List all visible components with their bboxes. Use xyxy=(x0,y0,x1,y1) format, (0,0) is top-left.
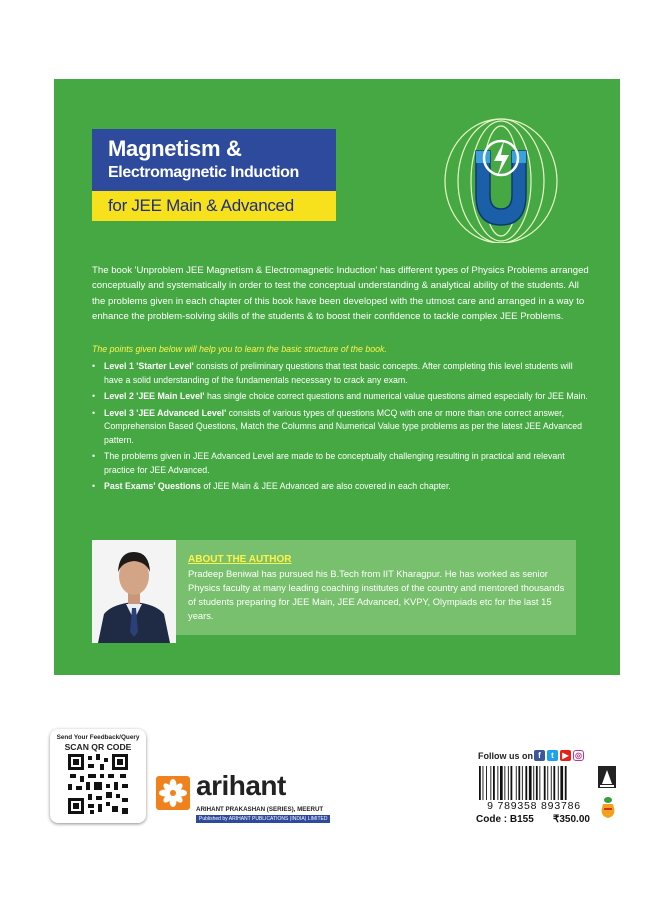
bullet-icon: • xyxy=(92,481,96,491)
publisher-brand xyxy=(156,770,346,827)
list-item xyxy=(92,390,592,404)
list-item xyxy=(92,407,592,448)
follow-us-label: Follow us on xyxy=(478,751,533,761)
publisher-tagline: ARIHANT PRAKASHAN (SERIES), MEERUT xyxy=(196,806,324,813)
point-bold: Level 1 'Starter Level' xyxy=(104,361,194,371)
instagram-icon[interactable]: ◎ xyxy=(573,750,584,761)
subtitle-banner xyxy=(92,191,336,221)
bullet-icon: • xyxy=(92,361,96,371)
about-author-box xyxy=(92,540,576,635)
list-item xyxy=(92,450,592,477)
point-bold: Level 3 'JEE Advanced Level' xyxy=(104,407,227,418)
magnet-logo-icon xyxy=(436,103,566,243)
list-item xyxy=(92,480,592,494)
qr-caption-line2: SCAN QR CODE xyxy=(64,742,132,752)
arihant-emblem-icon xyxy=(598,766,616,788)
point-text: consists of preliminary questions that test basic concepts. After completing this level students will have a solid understanding of the fundamentals necessary to crack any exam. xyxy=(104,361,573,385)
point-bold: Level 2 'JEE Main Level' xyxy=(104,391,205,401)
book-title-line2: Electromagnetic Induction xyxy=(108,164,299,181)
facebook-icon[interactable]: f xyxy=(534,750,545,761)
author-heading: ABOUT THE AUTHOR xyxy=(188,554,292,565)
points-intro: The points given below will help you to learn the basic structure of the book. xyxy=(92,344,387,354)
youtube-icon[interactable]: ▶ xyxy=(560,750,571,761)
twitter-icon[interactable]: t xyxy=(547,750,558,761)
author-photo xyxy=(92,540,176,643)
point-text: consists of various types of questions MCQ with one or more than one correct answer, Comprehension Based Questions, Match the Columns and Numerical Value type problems as per the latest JEE Advanced pattern. xyxy=(104,407,583,445)
isbn-number: 9 789358 893786 xyxy=(478,800,590,812)
book-title-line1: Magnetism & xyxy=(108,136,242,161)
bullet-icon: • xyxy=(92,407,96,418)
point-bold: Past Exams' Questions xyxy=(104,481,201,491)
author-bio: Pradeep Beniwal has pursued his B.Tech from IIT Kharagpur. He has worked as senior Physics faculty at many leading coaching institutes of the country and mentored thousands of students preparing for JEE Main, JEE Advanced, KVPY, Olympiads etc for the last 15 years. xyxy=(188,568,565,621)
point-text: The problems given in JEE Advanced Level are made to be conceptually challenging resulting in practical and relevant practice for JEE Advanced. xyxy=(104,451,565,475)
arihant-flower-icon xyxy=(156,776,190,810)
qr-code-icon[interactable] xyxy=(68,754,128,814)
list-item xyxy=(92,360,592,387)
book-description: The book 'Unproblem JEE Magnetism & Electromagnetic Induction' has different types of Physics Problems arranged conceptually and systematically in order to test the conceptual understanding & analytical ability of the students. All the problems given in each chapter of this book have been developed with the utmost care and arranged in a way to enhance the problem-solving skills of the students & to boost their confidence to tackle complex JEE Problems. xyxy=(92,265,589,322)
bullet-icon: • xyxy=(92,391,96,401)
feedback-qr-card[interactable] xyxy=(50,729,146,823)
barcode-bars xyxy=(476,766,592,800)
structure-points-list xyxy=(92,360,592,497)
point-text: of JEE Main & JEE Advanced are also covered in each chapter. xyxy=(200,481,451,491)
bullet-icon: • xyxy=(92,451,96,461)
back-cover-panel xyxy=(54,79,620,675)
kalash-icon xyxy=(600,796,616,820)
title-banner xyxy=(92,129,336,191)
book-code: Code : B155 xyxy=(476,814,534,825)
published-by: Published by ARIHANT PUBLICATIONS (INDIA) LIMITED xyxy=(196,815,330,823)
publisher-name: arihant xyxy=(196,770,286,801)
book-price: ₹350.00 xyxy=(553,814,590,825)
point-text: has single choice correct questions and numerical value questions aimed especially for JEE Main. xyxy=(204,391,588,401)
qr-caption-line1: Send Your Feedback/Query xyxy=(56,734,140,741)
book-subtitle: for JEE Main & Advanced xyxy=(108,196,294,215)
